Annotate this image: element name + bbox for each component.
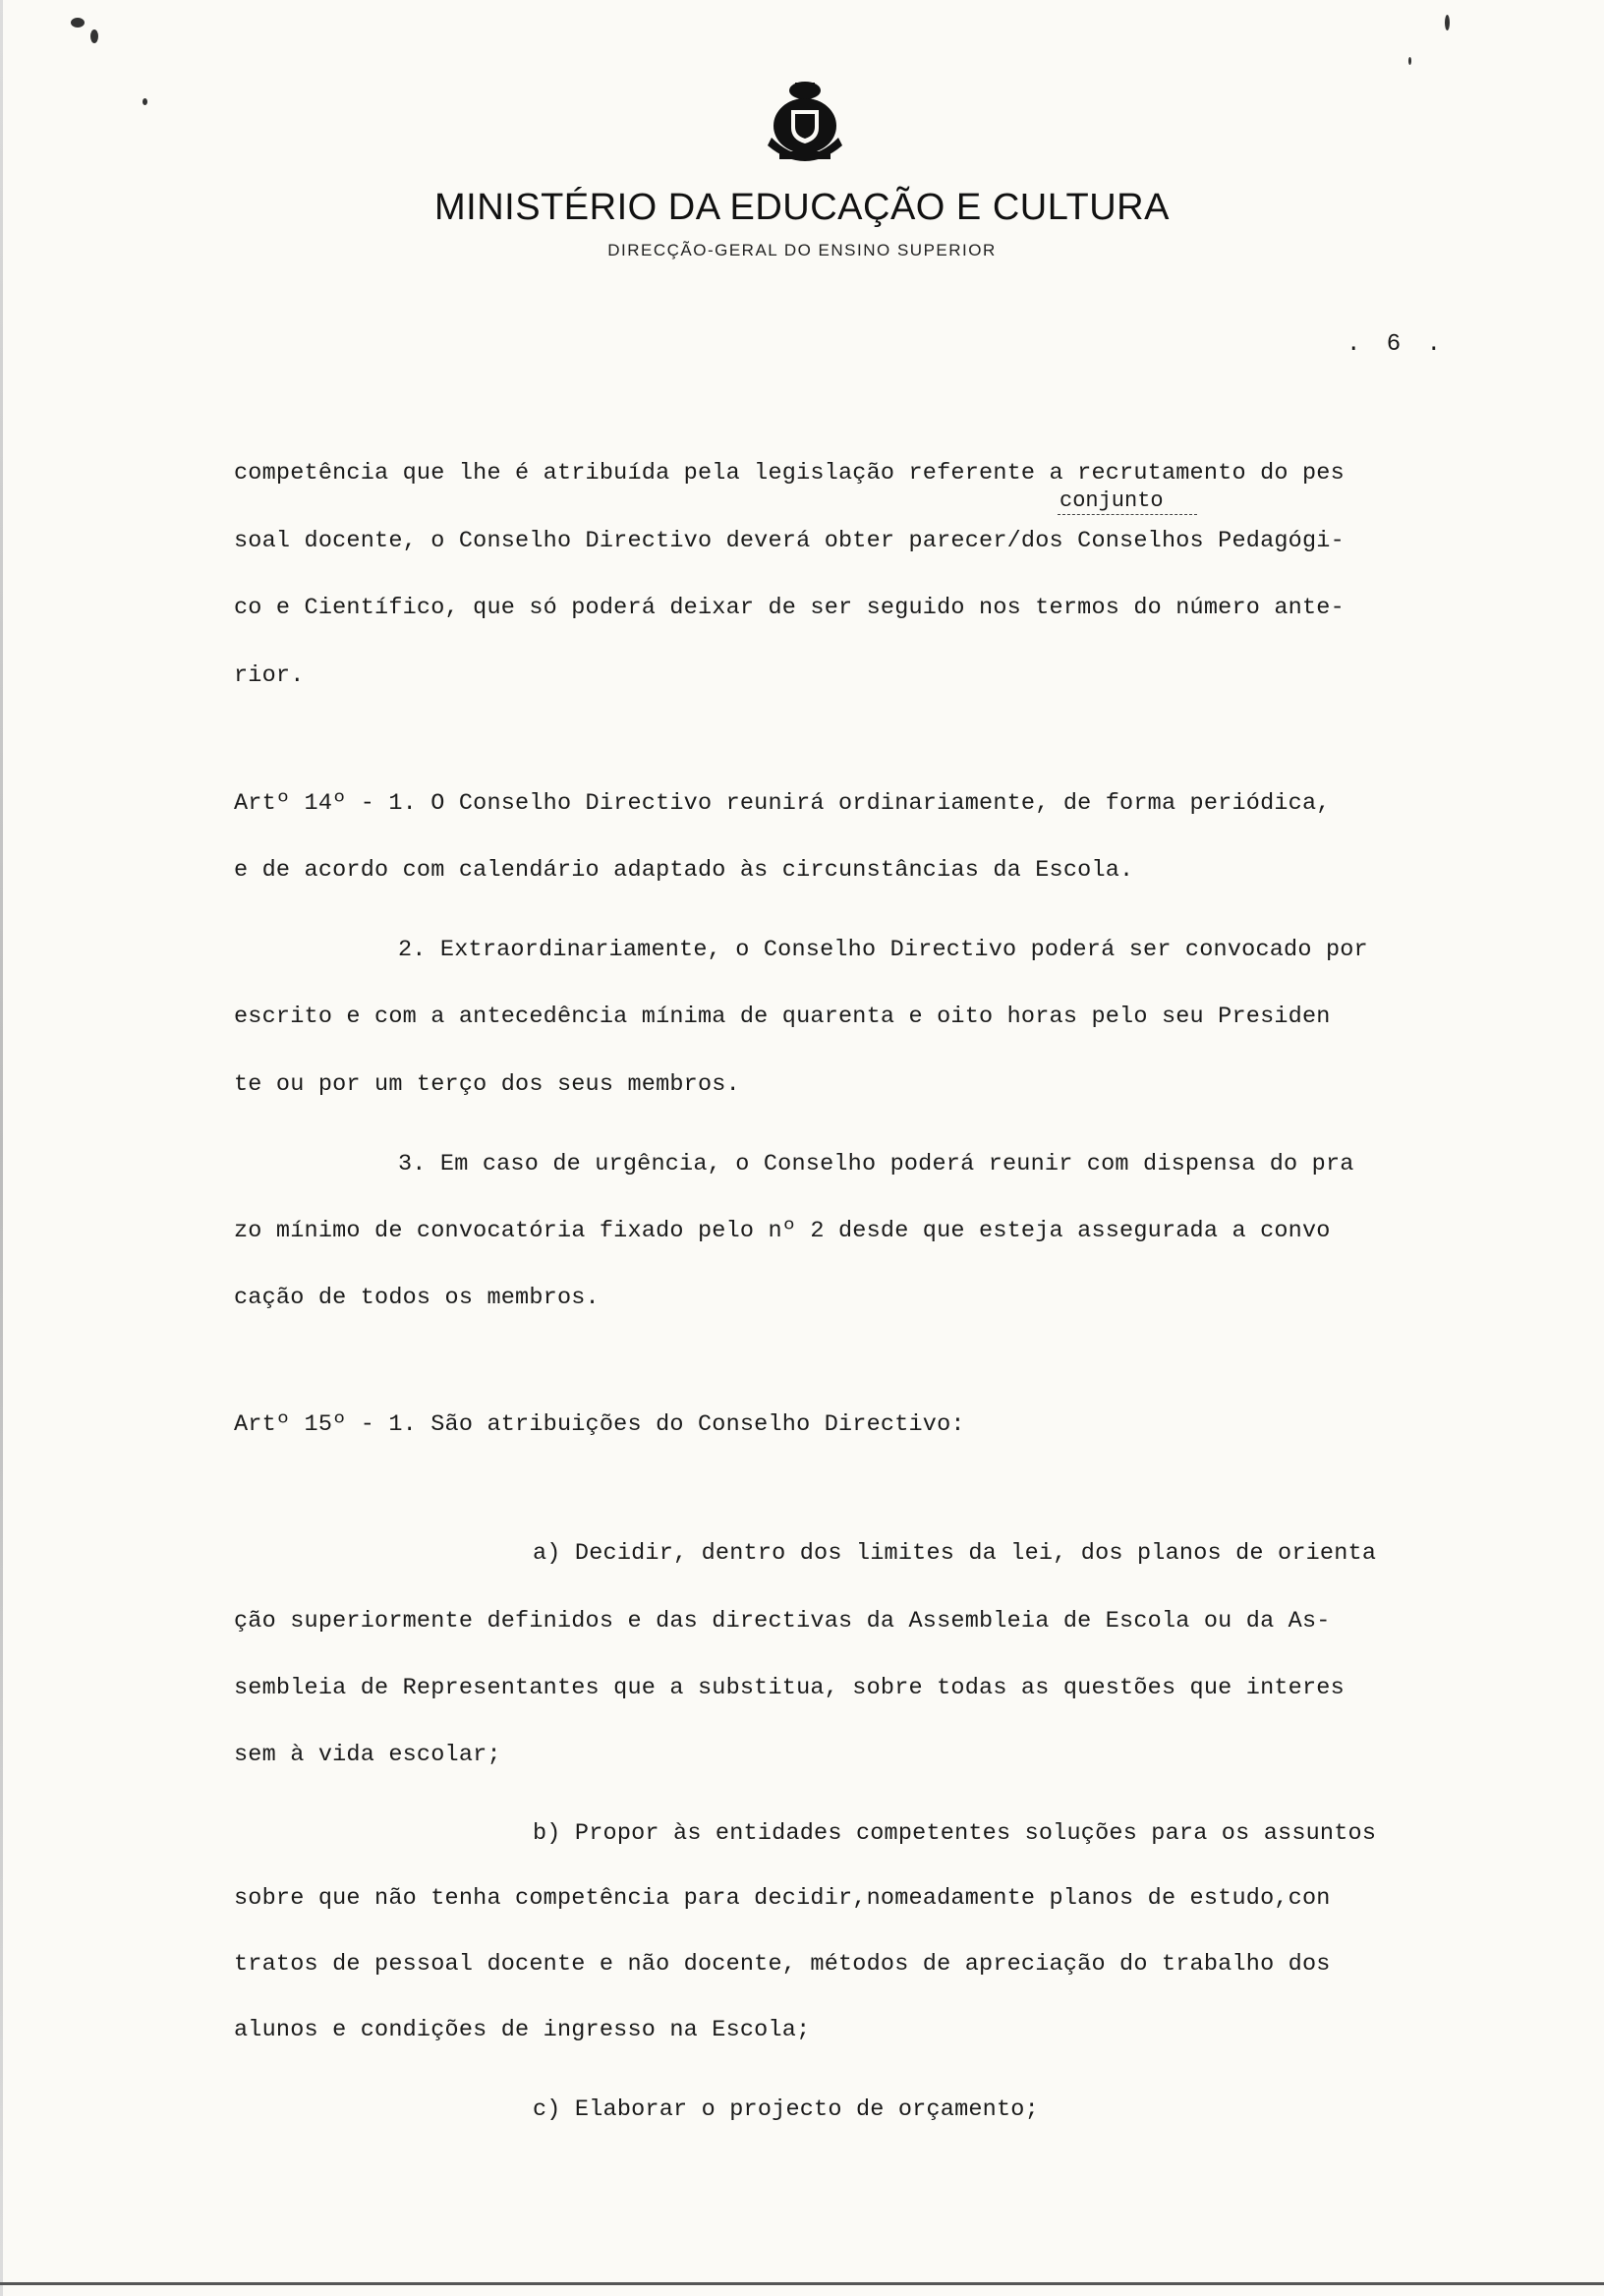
body-line: c) Elaborar o projecto de orçamento; [533, 2096, 1039, 2123]
body-line: soal docente, o Conselho Directivo deverá obter parecer/dos Conselhos Pedagógi- [234, 528, 1345, 554]
article-heading: Artº 15º - 1. São atribuições do Conselho Directivo: [234, 1411, 965, 1438]
body-line: competência que lhe é atribuída pela legislação referente a recrutamento do pes [234, 460, 1345, 487]
scan-speck [143, 98, 147, 105]
scan-speck [1408, 57, 1411, 65]
body-line: a) Decidir, dentro dos limites da lei, dos planos de orienta [533, 1540, 1377, 1567]
body-line: 3. Em caso de urgência, o Conselho poderá reunir com dispensa do pra [398, 1151, 1354, 1177]
body-line: co e Científico, que só poderá deixar de ser seguido nos termos do número ante- [234, 595, 1345, 621]
scan-bottom-edge [0, 2282, 1604, 2285]
body-line: cação de todos os membros. [234, 1285, 600, 1311]
ministry-heading: MINISTÉRIO DA EDUCAÇÃO E CULTURA [434, 187, 1170, 228]
body-line: alunos e condições de ingresso na Escola; [234, 2017, 811, 2043]
body-line: sem à vida escolar; [234, 1742, 501, 1768]
scan-speck [71, 18, 85, 28]
body-line: ção superiormente definidos e das directivas da Assembleia de Escola ou da As- [234, 1608, 1331, 1635]
directorate-subheading: DIRECÇÃO-GERAL DO ENSINO SUPERIOR [607, 241, 997, 259]
body-line: tratos de pessoal docente e não docente, métodos de apreciação do trabalho dos [234, 1951, 1331, 1978]
body-line: 2. Extraordinariamente, o Conselho Directivo poderá ser convocado por [398, 937, 1368, 963]
scan-speck [1445, 15, 1450, 30]
body-line: te ou por um terço dos seus membros. [234, 1071, 740, 1098]
body-line: zo mínimo de convocatória fixado pelo nº 2 desde que esteja assegurada a convo [234, 1218, 1331, 1244]
body-line: b) Propor às entidades competentes soluções para os assuntos [533, 1820, 1377, 1847]
handwritten-insert: conjunto [1058, 488, 1197, 515]
scan-speck [90, 29, 98, 43]
article-heading: Artº 14º - 1. O Conselho Directivo reunirá ordinariamente, de forma periódica, [234, 790, 1331, 817]
body-line: escrito e com a antecedência mínima de quarenta e oito horas pelo seu Presiden [234, 1004, 1331, 1030]
page-number: . 6 . [1346, 331, 1448, 358]
body-line: rior. [234, 662, 305, 689]
body-line: sobre que não tenha competência para decidir,nomeadamente planos de estudo,con [234, 1885, 1331, 1912]
coat-of-arms-icon [766, 79, 844, 163]
body-line: sembleia de Representantes que a substitua, sobre todas as questões que interes [234, 1675, 1345, 1701]
body-line: e de acordo com calendário adaptado às circunstâncias da Escola. [234, 857, 1134, 884]
scan-left-edge [0, 0, 3, 2296]
